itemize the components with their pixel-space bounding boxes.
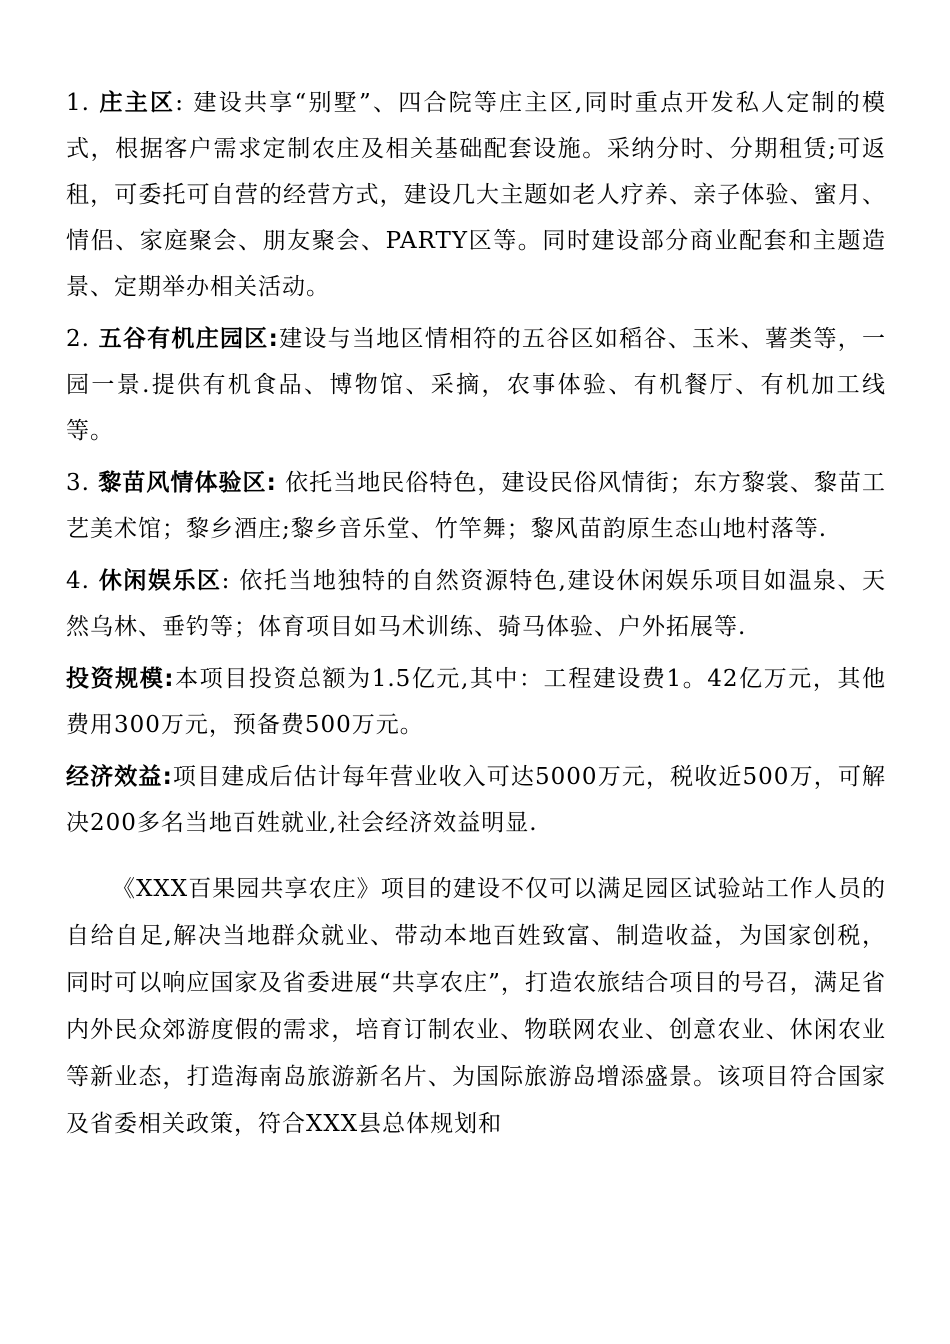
section-2 xyxy=(66,316,886,454)
section-separator: : xyxy=(175,90,184,116)
section-number: 3. xyxy=(66,470,90,496)
section-heading: 黎苗风情体验区 xyxy=(98,470,267,496)
section-3 xyxy=(66,460,886,552)
section-body: 依托当地民俗特色，建设民俗风情街；东方黎裳、黎苗工艺美术馆；黎乡酒庄;黎乡音乐堂、竹竿舞；黎风苗韵原生态山地村落等. xyxy=(66,470,887,542)
investment-paragraph xyxy=(66,656,886,748)
section-separator: : xyxy=(221,568,231,594)
investment-body: 本项目投资总额为1.5亿元,其中：工程建设费1。42亿万元，其他费用300万元，预备费500万元。 xyxy=(66,666,887,738)
document-page xyxy=(66,80,886,1154)
section-heading: 五谷有机庄园区 xyxy=(98,326,269,352)
benefit-paragraph xyxy=(66,754,886,846)
benefit-body: 项目建成后估计每年营业收入可达5000万元，税收近500万，可解决200多名当地百姓就业,社会经济效益明显. xyxy=(66,764,886,836)
closing-paragraph: 《XXX百果园共享农庄》项目的建设不仅可以满足园区试验站工作人员的自给自足,解决当地群众就业、带动本地百姓致富、制造收益，为国家创税，同时可以响应国家及省委进展“共享农庄”，打造农旅结合项目的号召，满足省内外民众郊游度假的需求，培育订制农业、物联网农业、创意农业、休闲农业等新业态，打造海南岛旅游新名片、为国际旅游岛增添盛景。该项目符合国家及省委相关政策，符合XXX县总体规划和 xyxy=(66,876,886,1137)
section-heading: 休闲娱乐区 xyxy=(98,568,222,594)
benefit-heading: 经济效益: xyxy=(66,764,173,790)
section-separator: : xyxy=(268,326,279,352)
section-number: 4. xyxy=(66,568,90,594)
section-1 xyxy=(66,80,886,310)
section-body: 依托当地独特的自然资源特色,建设休闲娱乐项目如温泉、天然乌林、垂钓等；体育项目如马术训练、骑马体验、户外拓展等. xyxy=(66,568,887,640)
section-number: 1. xyxy=(66,90,90,116)
section-body: 建设与当地区情相符的五谷区如稻谷、玉米、薯类等，一园一景.提供有机食品、博物馆、采摘，农事体验、有机餐厅、有机加工线等。 xyxy=(66,326,887,444)
section-heading: 庄主区 xyxy=(99,90,176,116)
section-number: 2. xyxy=(66,326,90,352)
section-body: 建设共享“别墅”、四合院等庄主区,同时重点开发私人定制的模式，根据客户需求定制农庄及相关基础配套设施。采纳分时、分期租赁;可返租，可委托可自营的经营方式，建设几大主题如老人疗养、亲子体验、蜜月、情侣、家庭聚会、朋友聚会、PARTY区等。同时建设部分商业配套和主题造景、定期举办相关活动。 xyxy=(66,90,887,300)
section-4 xyxy=(66,558,886,650)
investment-heading: 投资规模: xyxy=(66,666,175,692)
section-separator: : xyxy=(266,470,277,496)
